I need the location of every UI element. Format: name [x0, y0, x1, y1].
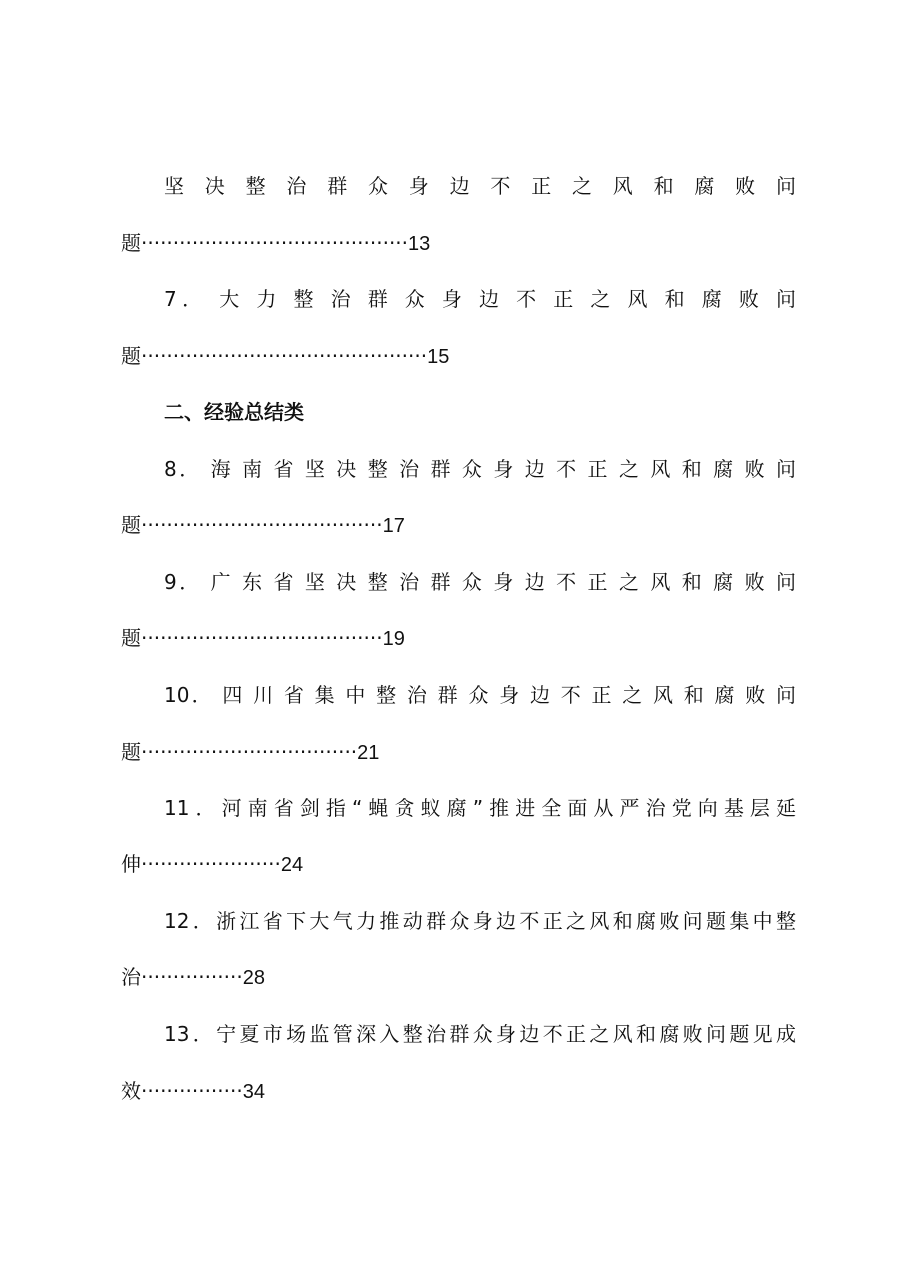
- toc-entry-tail: 题: [121, 740, 141, 764]
- toc-leader-dots: ··········································: [141, 231, 409, 255]
- toc-leader-dots: ······································: [141, 513, 383, 537]
- toc-entry-tail: 题: [121, 231, 141, 255]
- toc-leader-dots: ······················: [141, 852, 281, 876]
- toc-leader-dots: ······································: [141, 626, 383, 650]
- toc-leader-dots: ··································: [141, 740, 358, 764]
- toc-entry-tail: 题: [121, 513, 141, 537]
- toc-entry-continuation: [121, 513, 405, 538]
- toc-page-number[interactable]: 28: [242, 967, 265, 989]
- toc-page-number[interactable]: 19: [382, 628, 405, 650]
- toc-entry-continuation: [121, 344, 449, 369]
- toc-entry-title: 12．浙江省下大气力推动群众身边不正之风和腐败问题集中整: [164, 909, 796, 933]
- toc-entry-continuation: [121, 965, 265, 990]
- toc-page-number[interactable]: 17: [382, 515, 405, 537]
- toc-entry-continuation: [121, 852, 303, 877]
- toc-entry-tail: 治: [121, 965, 141, 989]
- toc-entry-tail: 效: [121, 1079, 141, 1103]
- toc-page-number[interactable]: 13: [408, 233, 431, 255]
- toc-entry-title: 7． 大 力 整 治 群 众 身 边 不 正 之 风 和 腐 败 问: [164, 287, 796, 311]
- toc-entry-title: 坚 决 整 治 群 众 身 边 不 正 之 风 和 腐 败 问: [164, 174, 796, 198]
- toc-entry-title: 8． 海 南 省 坚 决 整 治 群 众 身 边 不 正 之 风 和 腐 败 问: [164, 457, 796, 481]
- toc-page-number[interactable]: 15: [427, 346, 450, 368]
- toc-entry-continuation: [121, 740, 379, 765]
- toc-leader-dots: ·············································: [141, 344, 428, 368]
- toc-entry-continuation: [121, 231, 430, 256]
- toc-entry-tail: 伸: [121, 852, 141, 876]
- toc-entry-title: 9． 广 东 省 坚 决 整 治 群 众 身 边 不 正 之 风 和 腐 败 问: [164, 570, 796, 594]
- toc-page-number[interactable]: 21: [357, 742, 380, 764]
- toc-entry-continuation: [121, 626, 405, 651]
- toc-page-number[interactable]: 24: [280, 854, 304, 876]
- toc-page-number[interactable]: 34: [242, 1081, 265, 1103]
- toc-entry-title: 11．河南省剑指“蝇贪蚁腐”推进全面从严治党向基层延: [164, 796, 796, 820]
- toc-entry-title: 13．宁夏市场监管深入整治群众身边不正之风和腐败问题见成: [164, 1022, 796, 1046]
- toc-entry-tail: 题: [121, 626, 141, 650]
- toc-entry-title: 10． 四 川 省 集 中 整 治 群 众 身 边 不 正 之 风 和 腐 败 问: [164, 683, 796, 707]
- toc-entry-continuation: [121, 1079, 265, 1104]
- toc-leader-dots: ················: [141, 965, 243, 989]
- toc-entry-tail: 题: [121, 344, 141, 368]
- section-heading: 二、经验总结类: [164, 400, 304, 424]
- toc-leader-dots: ················: [141, 1079, 243, 1103]
